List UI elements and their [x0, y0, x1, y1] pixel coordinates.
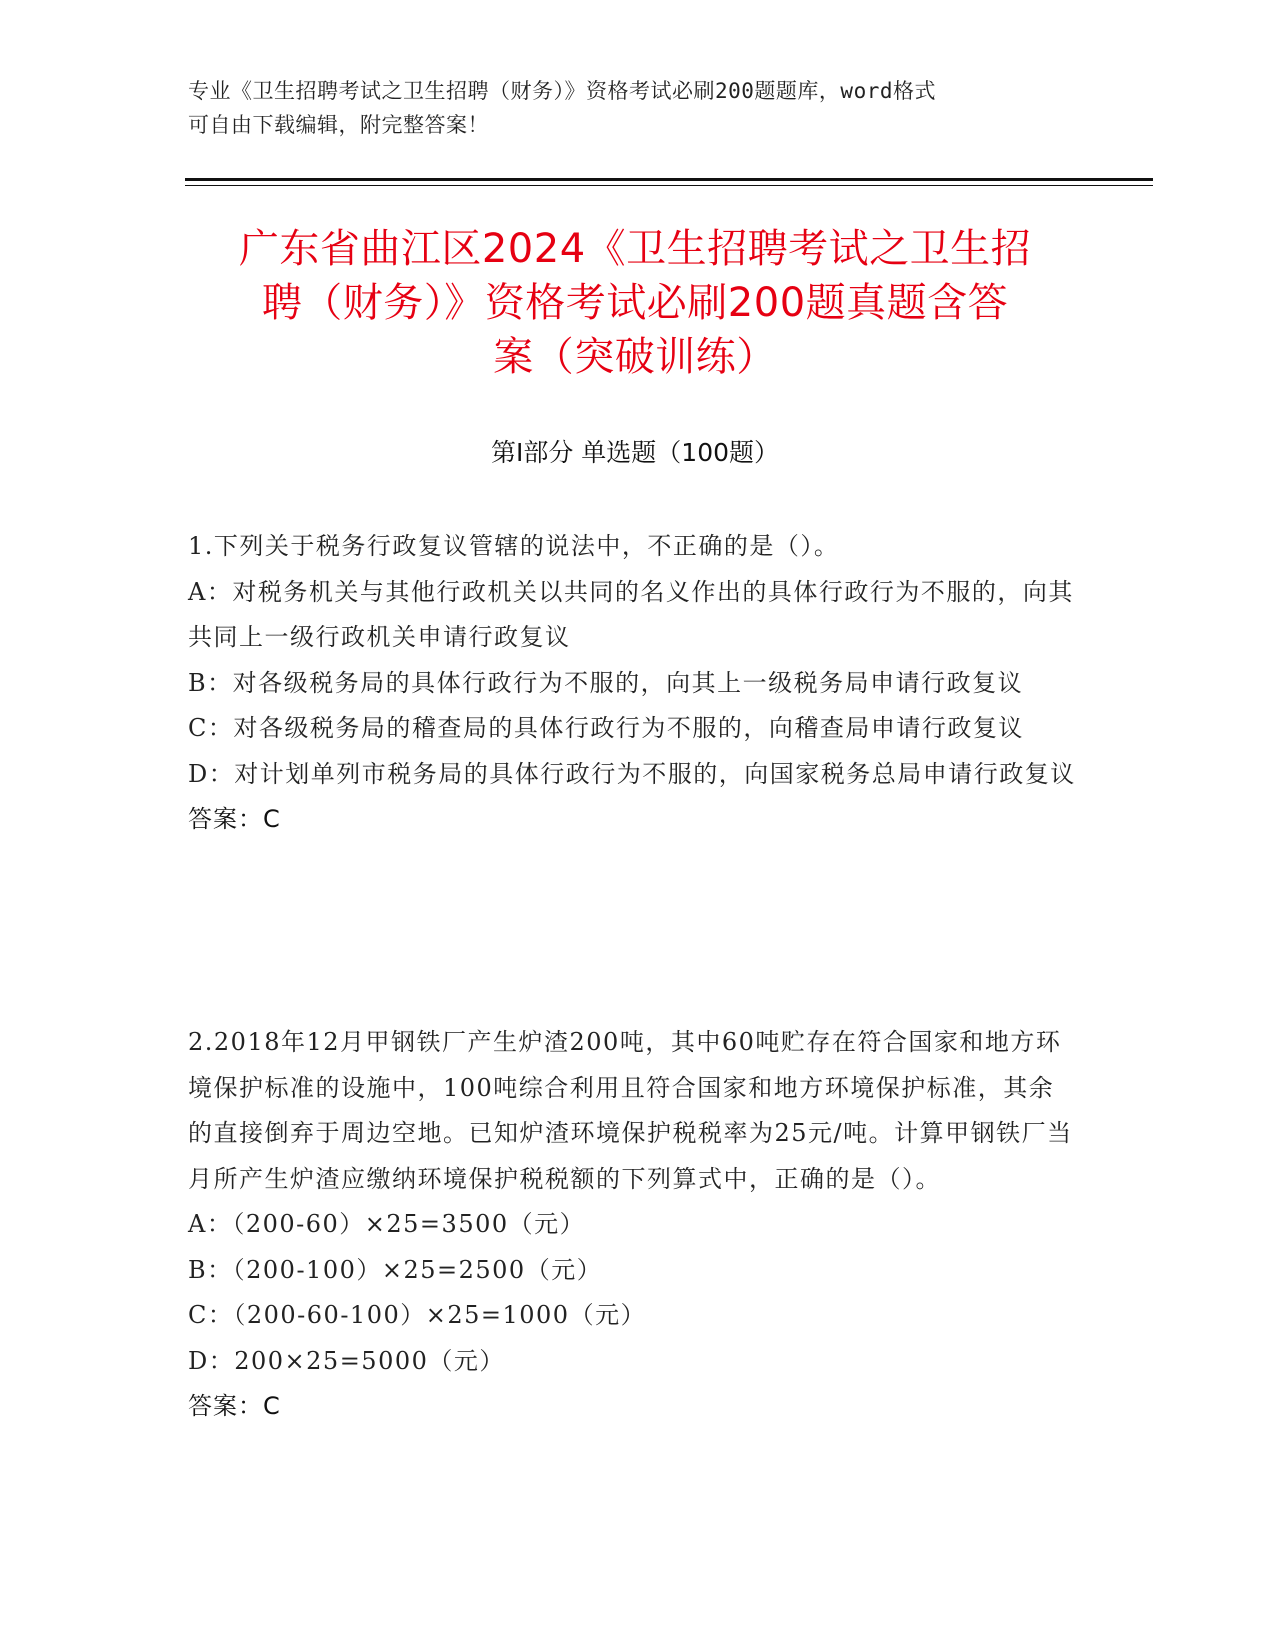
question-2-option-c: C：（200-60-100）×25=1000（元） — [188, 1301, 647, 1329]
question-1 — [188, 524, 1078, 843]
header-rule-thin — [185, 185, 1153, 186]
question-1-answer: 答案：C — [188, 805, 281, 833]
question-2-option-a: A：（200-60）×25=3500（元） — [188, 1210, 586, 1238]
question-1-option-c: C：对各级税务局的稽查局的具体行政行为不服的，向稽查局申请行政复议 — [188, 714, 1024, 742]
question-1-option-d: D：对计划单列市税务局的具体行政行为不服的，向国家税务总局申请行政复议 — [188, 759, 1076, 788]
question-2-option-b: B：（200-100）×25=2500（元） — [188, 1255, 603, 1284]
title-line-1: 广东省曲江区2024《卫生招聘考试之卫生招 — [238, 226, 1032, 272]
header-note — [188, 74, 1068, 142]
title-line-2: 聘（财务）》资格考试必刷200题真题含答 — [261, 280, 1009, 326]
question-2-answer: 答案：C — [188, 1392, 281, 1420]
title-line-3: 案（突破训练） — [493, 334, 777, 380]
question-2-option-d: D：200×25=5000（元） — [188, 1346, 505, 1375]
document-title — [185, 222, 1085, 384]
question-1-option-b: B：对各级税务局的具体行政行为不服的，向其上一级税务局申请行政复议 — [188, 668, 1024, 697]
question-2-stem: 2.2018年12月甲钢铁厂产生炉渣200吨，其中60吨贮存在符合国家和地方环境保护标准的设施中，100吨综合利用且符合国家和地方环境保护标准，其余的直接倒弃于周边空地。已知炉渣环境保护税税率为25元/吨。计算甲钢铁厂当月所产生炉渣应缴纳环境保护税税额的下列算式中，正确的是（）。 — [188, 1028, 1073, 1193]
question-2 — [188, 1020, 1078, 1430]
question-1-option-a: A：对税务机关与其他行政机关以共同的名义作出的具体行政行为不服的，向其共同上一级行政机关申请行政复议 — [188, 577, 1074, 651]
header-note-line-1: 专业《卫生招聘考试之卫生招聘（财务）》资格考试必刷200题题库，word格式 — [188, 79, 936, 103]
section-title: 第Ⅰ部分 单选题（100题） — [490, 438, 780, 467]
header-rule-thick — [185, 178, 1153, 181]
header-note-line-2: 可自由下载编辑，附完整答案！ — [188, 113, 489, 137]
question-1-stem: 1.下列关于税务行政复议管辖的说法中，不正确的是（）。 — [188, 532, 840, 560]
